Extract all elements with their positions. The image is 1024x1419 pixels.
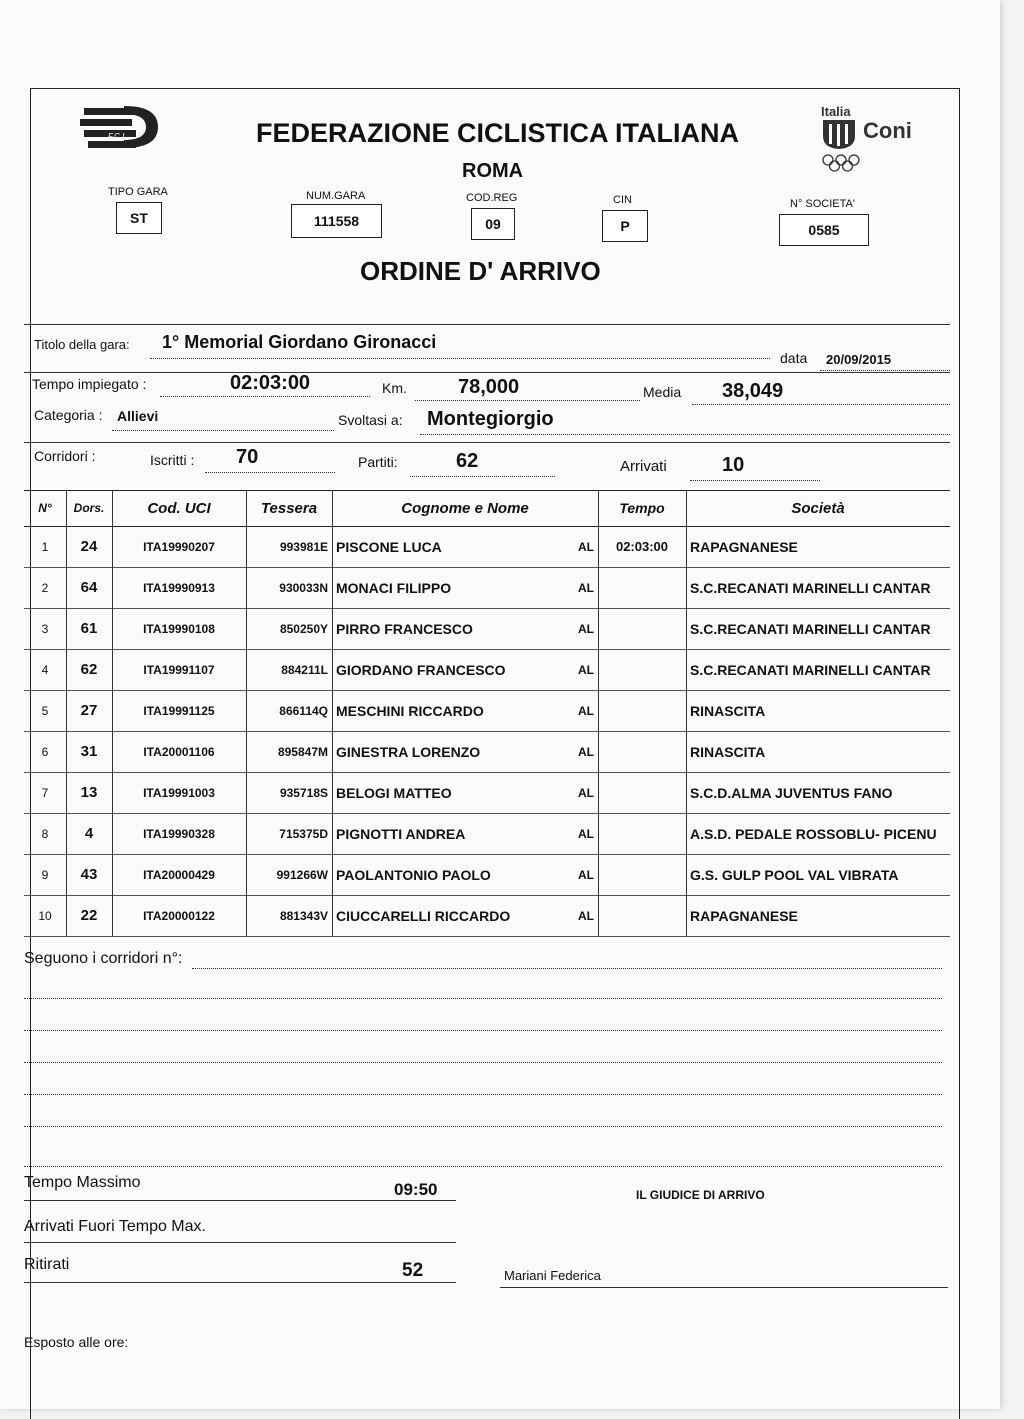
results-table [24,490,950,936]
cell-societa: S.C.RECANATI MARINELLI CANTAR [690,661,931,678]
cell-tessera: 895847M [277,744,328,759]
table-row [24,608,950,650]
cin-label: CIN [613,194,632,206]
cell-cat: AL [578,908,594,923]
data-label: data [780,350,808,366]
esposto-label: Esposto alle ore: [24,1334,129,1350]
federation-title: FEDERAZIONE CICLISTICA ITALIANA [256,118,739,148]
media-value: 38,049 [722,380,784,402]
cell-societa: S.C.RECANATI MARINELLI CANTAR [690,620,931,637]
cell-dors: 13 [80,784,98,801]
svoltasi-value: Montegiorgio [427,408,554,430]
ritirati-value: 52 [402,1260,424,1281]
cell-tempo [598,649,686,690]
arrivati-value: 10 [722,454,745,476]
cell-tessera: 935718S [279,785,328,800]
fci-logo [80,104,160,150]
cell-uci: ITA19991107 [143,662,215,677]
cell-n: 8 [41,826,49,841]
tempo-label: Tempo impiegato : [32,376,147,392]
cell-societa: RAPAGNANESE [690,907,798,924]
doc-title: ORDINE D' ARRIVO [360,256,601,286]
cell-tessera: 991266W [276,867,328,882]
cod-reg-box: 09 [471,208,515,240]
cell-cat: AL [578,867,594,882]
tipo-gara-label: TIPO GARA [108,186,168,198]
cell-uci: ITA20000122 [143,908,215,923]
coni-label: Coni [863,118,912,143]
header-societa: Società [791,499,845,517]
cell-tessera: 866114Q [279,703,328,718]
categoria-value: Allievi [117,408,159,424]
cell-nome: PIRRO FRANCESCO [336,620,473,637]
header-uci: Cod. UCI [112,490,247,526]
fuori-tempo-label: Arrivati Fuori Tempo Max. [24,1218,206,1235]
header-n: N° [24,490,67,526]
cell-n: 10 [38,908,52,923]
cell-tempo [598,608,686,649]
table-row [24,731,950,773]
iscritti-value: 70 [236,446,259,468]
num-gara-box: 111558 [291,204,382,238]
cell-uci: ITA19990913 [143,580,215,595]
cell-n: 2 [41,580,49,595]
tipo-gara-box: ST [116,202,162,234]
cod-reg-label: COD.REG [466,192,518,204]
partiti-value: 62 [456,450,479,472]
cell-nome: MONACI FILIPPO [336,579,452,596]
cell-nome: BELOGI MATTEO [336,784,452,801]
cell-tessera: 884211L [281,662,328,677]
corridori-label: Corridori : [34,448,96,464]
cell-societa: A.S.D. PEDALE ROSSOBLU- PICENU [690,825,937,842]
header-tessera: Tessera [246,490,333,526]
data-value: 20/09/2015 [826,352,892,367]
arrivati-label: Arrivati [620,458,667,475]
cell-tempo: 02:03:00 [615,539,669,554]
cell-tessera: 850250Y [279,621,328,636]
table-row [24,649,950,691]
svoltasi-label: Svoltasi a: [338,412,403,428]
partiti-label: Partiti: [358,454,398,470]
categoria-label: Categoria : [34,407,103,423]
cell-dors: 4 [84,825,94,842]
cell-n: 3 [41,621,49,636]
tempo-massimo-value: 09:50 [394,1180,438,1199]
cell-tempo [598,895,686,936]
cell-societa: G.S. GULP POOL VAL VIBRATA [690,866,899,883]
km-value: 78,000 [458,376,520,398]
cell-uci: ITA20000429 [143,867,215,882]
cell-uci: ITA19990108 [143,621,215,636]
cell-dors: 61 [80,620,98,637]
cell-nome: PIGNOTTI ANDREA [336,825,466,842]
media-label: Media [643,384,682,400]
n-societa-label: N° SOCIETA' [790,198,855,210]
cell-tessera: 881343V [279,908,328,923]
cell-n: 6 [41,744,49,759]
cell-n: 1 [41,539,49,554]
cell-uci: ITA20001106 [143,744,215,759]
cell-tempo [598,772,686,813]
table-row [24,813,950,855]
table-header [24,490,950,527]
cell-nome: GINESTRA LORENZO [336,743,481,760]
coni-logo [815,104,925,174]
cell-n: 7 [41,785,49,800]
olympic-rings-icon [821,154,861,172]
cell-cat: AL [578,703,594,718]
cell-societa: S.C.RECANATI MARINELLI CANTAR [690,579,931,596]
cell-nome: MESCHINI RICCARDO [336,702,484,719]
cell-tempo [598,690,686,731]
cell-nome: CIUCCARELLI RICCARDO [336,907,511,924]
cell-dors: 27 [80,702,98,719]
cell-societa: S.C.D.ALMA JUVENTUS FANO [690,784,893,801]
km-label: Km. [382,380,407,396]
cell-cat: AL [578,744,594,759]
cell-cat: AL [578,662,594,677]
city-title: ROMA [462,160,524,182]
cell-dors: 64 [80,579,98,596]
cell-dors: 43 [80,866,98,883]
cell-dors: 62 [80,661,98,678]
cell-cat: AL [578,621,594,636]
cell-cat: AL [578,785,594,800]
titolo-value: 1° Memorial Giordano Gironacci [162,332,437,352]
cell-nome: PAOLANTONIO PAOLO [336,866,491,883]
iscritti-label: Iscritti : [150,452,195,468]
header-nome: Cognome e Nome [332,490,599,526]
seguono-label: Seguono i corridori n°: [24,950,183,967]
cell-cat: AL [578,580,594,595]
cell-tessera: 993981E [279,539,328,554]
cell-uci: ITA19990328 [143,826,215,841]
cell-nome: GIORDANO FRANCESCO [336,661,506,678]
n-societa-box: 0585 [779,214,869,246]
table-row [24,567,950,609]
titolo-label: Titolo della gara: [34,337,130,352]
tempo-massimo-label: Tempo Massimo [24,1174,141,1191]
cell-n: 4 [41,662,49,677]
cell-n: 5 [41,703,49,718]
fci-logo-text: F.C.I. [108,132,127,141]
table-row [24,690,950,732]
table-row [24,895,950,937]
cell-tempo [598,854,686,895]
cell-uci: ITA19990207 [143,539,215,554]
cell-dors: 24 [80,538,98,555]
cell-tessera: 715375D [279,826,328,841]
cell-tempo [598,731,686,772]
table-row [24,772,950,814]
cell-cat: AL [578,539,594,554]
cell-dors: 31 [80,743,98,760]
coni-italia-text: Italia [821,104,851,119]
cin-box: P [602,210,648,242]
cell-tempo [598,813,686,854]
header-tempo: Tempo [598,490,687,526]
ritirati-label: Ritirati [24,1256,70,1273]
cell-societa: RINASCITA [690,743,766,760]
num-gara-label: NUM.GARA [306,190,366,202]
giudice-label: IL GIUDICE DI ARRIVO [636,1188,765,1202]
cell-societa: RINASCITA [690,702,766,719]
header-dors: Dors. [66,490,113,526]
table-row [24,526,950,568]
cell-nome: PISCONE LUCA [336,538,442,555]
cell-uci: ITA19991125 [143,703,215,718]
tempo-value: 02:03:00 [230,372,311,394]
cell-tempo [598,567,686,608]
cell-uci: ITA19991003 [143,785,215,800]
cell-cat: AL [578,826,594,841]
giudice-nome: Mariani Federica [504,1268,601,1283]
cell-tessera: 930033N [279,580,328,595]
cell-n: 9 [41,867,49,882]
cell-societa: RAPAGNANESE [690,538,798,555]
cell-dors: 22 [80,907,98,924]
table-row [24,854,950,896]
